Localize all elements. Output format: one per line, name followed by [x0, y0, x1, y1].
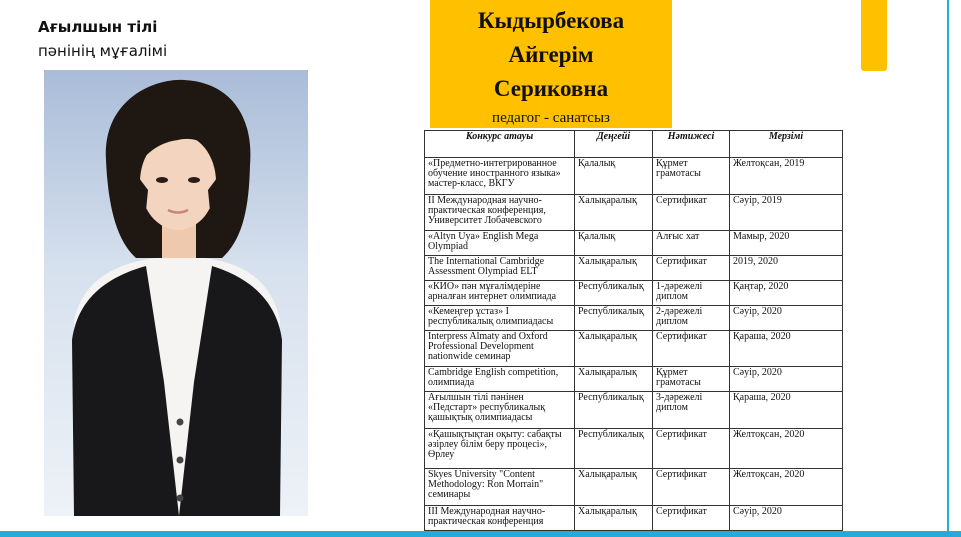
table-cell: Сертификат [653, 256, 730, 281]
col-header-level: Деңгейі [575, 131, 653, 158]
accent-tab [861, 0, 887, 71]
table-cell: Халықаралық [575, 256, 653, 281]
table-cell: II Международная научно-практическая конференция, Университет Лобачевского [425, 195, 575, 231]
table-cell: Қалалық [575, 158, 653, 195]
table-cell: Халықаралық [575, 331, 653, 367]
table-cell: «Қашықтықтан оқыту: сабақты әзірлеу білім беру процесі», Өрлеу [425, 429, 575, 469]
table-cell: Сәуір, 2020 [730, 306, 843, 331]
table-row [425, 231, 843, 256]
table-cell: Сертификат [653, 469, 730, 506]
table-row [425, 331, 843, 367]
table-cell: 2019, 2020 [730, 256, 843, 281]
teacher-patronymic: Сериковна [493, 76, 609, 101]
table-header-row [425, 131, 843, 158]
vest-button-icon [177, 457, 184, 464]
table-cell: Interpress Almaty and Oxford Professional Development nationwide семинар [425, 331, 575, 367]
table-cell: Республикалық [575, 306, 653, 331]
frame-right-line [947, 0, 949, 537]
table-row [425, 506, 843, 531]
table-cell: Сертификат [653, 195, 730, 231]
frame-bottom-line [0, 531, 961, 537]
table-cell: Skyes University "Content Methodology: Ron Morrain" семинары [425, 469, 575, 506]
table-cell: «КИО» пән мұғалімдеріне арналған интернет олимпиада [425, 281, 575, 306]
table-row [425, 392, 843, 429]
table-cell: Мамыр, 2020 [730, 231, 843, 256]
table-cell: Желтоқсан, 2020 [730, 429, 843, 469]
subject-subtitle: пәнінің мұғалімі [38, 42, 168, 60]
table-row [425, 367, 843, 392]
vest-button-icon [177, 495, 184, 502]
table-cell: Сәуір, 2019 [730, 195, 843, 231]
table-cell: Cambridge English competition, олимпиада [425, 367, 575, 392]
table-cell: Құрмет грамотасы [653, 158, 730, 195]
table-cell: Халықаралық [575, 195, 653, 231]
table-cell: III Международная научно-практическая конференция [425, 506, 575, 531]
table-row [425, 469, 843, 506]
table-cell: 2-дәрежелі диплом [653, 306, 730, 331]
teacher-firstname: Айгерім [508, 42, 594, 67]
table-row [425, 429, 843, 469]
subject-caption [38, 18, 167, 60]
table-cell: Халықаралық [575, 367, 653, 392]
teacher-name [430, 4, 672, 106]
table-cell: The International Cambridge Assessment Olympiad ELT [425, 256, 575, 281]
table-cell: Сәуір, 2020 [730, 506, 843, 531]
table-cell: Сертификат [653, 331, 730, 367]
table-cell: Қараша, 2020 [730, 392, 843, 429]
table-cell: Республикалық [575, 429, 653, 469]
table-cell: Қараша, 2020 [730, 331, 843, 367]
subject-title: Ағылшын тілі [38, 18, 158, 36]
col-header-competition: Конкурс атауы [425, 131, 575, 158]
table-cell: «Предметно-интегрированное обучение иностранного языка» мастер-класс, ВКГУ [425, 158, 575, 195]
teacher-portrait-photo [44, 70, 308, 516]
col-header-date: Мерзімі [730, 131, 843, 158]
table-cell: Алғыс хат [653, 231, 730, 256]
table-row [425, 281, 843, 306]
table-cell: «Кемеңгер ұстаз» I республикалық олимпиадасы [425, 306, 575, 331]
col-header-result: Нәтижесі [653, 131, 730, 158]
table-cell: Қалалық [575, 231, 653, 256]
table-cell: Құрмет грамотасы [653, 367, 730, 392]
table-cell: Желтоқсан, 2020 [730, 469, 843, 506]
table-cell: Сәуір, 2020 [730, 367, 843, 392]
table-cell: Республикалық [575, 281, 653, 306]
table-row [425, 158, 843, 195]
table-cell: Желтоқсан, 2019 [730, 158, 843, 195]
table-cell: Сертификат [653, 429, 730, 469]
vest-button-icon [177, 419, 184, 426]
table-cell: Республикалық [575, 392, 653, 429]
table-cell: Ағылшын тілі пәнінен «Педстарт» республикалық қашықтық олимпиадасы [425, 392, 575, 429]
table-row [425, 195, 843, 231]
table-cell: Сертификат [653, 506, 730, 531]
table-cell: Халықаралық [575, 506, 653, 531]
table-cell: «Altyn Uya» English Mega Olympiad [425, 231, 575, 256]
table-cell: 1-дәрежелі диплом [653, 281, 730, 306]
portrait-illustration [44, 70, 308, 516]
teacher-surname: Кыдырбекова [477, 8, 625, 33]
table-cell: Халықаралық [575, 469, 653, 506]
table-row [425, 256, 843, 281]
competitions-table [424, 130, 843, 531]
teacher-category: педагог - санатсыз [492, 110, 610, 126]
table-cell: Қаңтар, 2020 [730, 281, 843, 306]
table-cell: 3-дәрежелі диплом [653, 392, 730, 429]
table-row [425, 306, 843, 331]
